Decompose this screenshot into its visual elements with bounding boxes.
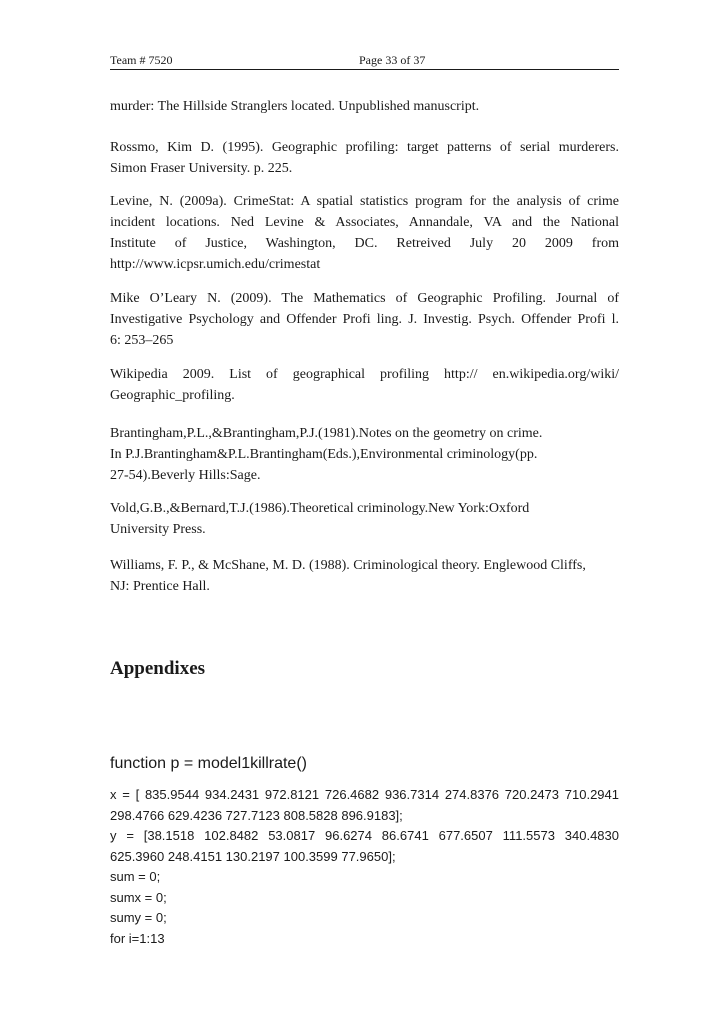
reference-line: Simon Fraser University. p. 225.: [110, 161, 293, 176]
reference-entry: [110, 498, 619, 540]
reference-line: Investigative Psychology and Offender Profi ling. J. Investig. Psych. Offender Profi l.: [110, 312, 619, 327]
code-line: sumy = 0;: [110, 910, 167, 925]
reference-line: Vold,G.B.,&Bernard,T.J.(1986).Theoretical criminology.New York:Oxford: [110, 501, 530, 516]
reference-line: University Press.: [110, 522, 206, 537]
reference-line: http://www.icpsr.umich.edu/crimestat: [110, 257, 321, 272]
reference-entry: [110, 191, 619, 275]
code-line: 298.4766 629.4236 727.7123 808.5828 896.9183];: [110, 807, 403, 823]
page-header: [110, 53, 619, 70]
reference-line: incident locations. Ned Levine & Associates, Annandale, VA and the National: [110, 215, 619, 230]
reference-entry: [110, 288, 619, 351]
reference-line: Brantingham,P.L.,&Brantingham,P.J.(1981).Notes on the geometry on crime.: [110, 426, 543, 441]
reference-line: Wikipedia 2009. List of geographical profiling http:// en.wikipedia.org/wiki/: [110, 367, 619, 382]
code-line: sum = 0;: [110, 869, 161, 884]
reference-line: Williams, F. P., & McShane, M. D. (1988). Criminological theory. Englewood Cliffs,: [110, 558, 586, 573]
reference-line: NJ: Prentice Hall.: [110, 579, 210, 594]
reference-entry: [110, 137, 619, 179]
reference-entry: [110, 555, 619, 597]
code-line: for i=1:13: [110, 930, 165, 946]
reference-line: Mike O’Leary N. (2009). The Mathematics of Geographic Profiling. Journal of: [110, 291, 619, 306]
code-function-title: function p = model1killrate(): [110, 755, 307, 772]
reference-line: murder: The Hillside Stranglers located. Unpublished manuscript.: [110, 99, 480, 114]
header-rule: [110, 69, 619, 70]
code-line: sumx = 0;: [110, 889, 167, 905]
reference-line: Geographic_profiling.: [110, 388, 235, 403]
reference-line: 27-54).Beverly Hills:Sage.: [110, 468, 261, 483]
code-block: [110, 785, 619, 949]
reference-entry: [110, 96, 619, 117]
reference-line: In P.J.Brantingham&P.L.Brantingham(Eds.),Environmental criminology(pp.: [110, 447, 538, 462]
appendix-heading: Appendixes: [110, 658, 206, 679]
code-line: y = [38.1518 102.8482 53.0817 96.6274 86.6741 677.6507 111.5573 340.4830: [110, 828, 619, 843]
reference-line: Levine, N. (2009a). CrimeStat: A spatial statistics program for the analysis of crime: [110, 194, 619, 209]
team-number: Team # 7520: [110, 53, 173, 67]
page-number: Page 33 of 37: [359, 53, 426, 67]
reference-entry: [110, 364, 619, 406]
code-line: x = [ 835.9544 934.2431 972.8121 726.4682 936.7314 274.8376 720.2473 710.2941: [110, 787, 619, 802]
reference-line: Rossmo, Kim D. (1995). Geographic profiling: target patterns of serial murderers.: [110, 140, 619, 155]
reference-entry: [110, 423, 619, 486]
reference-line: Institute of Justice, Washington, DC. Retreived July 20 2009 from: [110, 236, 619, 251]
code-line: 625.3960 248.4151 130.2197 100.3599 77.9650];: [110, 848, 396, 864]
reference-line: 6: 253–265: [110, 333, 174, 348]
